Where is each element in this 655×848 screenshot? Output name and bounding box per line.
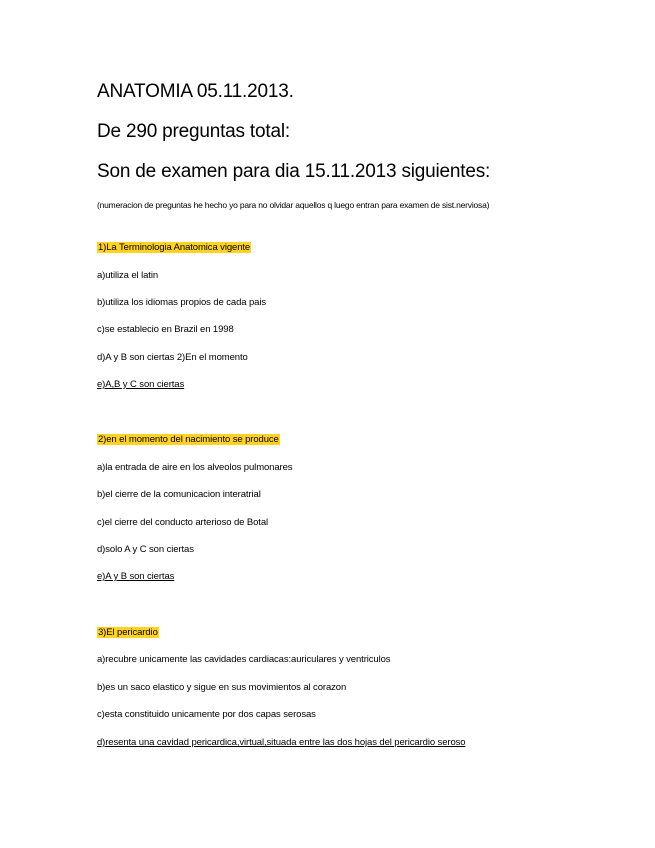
question-2-option-b: b)el cierre de la comunicacion interatrial bbox=[97, 489, 261, 500]
question-2-title bbox=[97, 433, 280, 446]
question-1-title bbox=[97, 241, 251, 254]
question-3-title bbox=[97, 626, 159, 639]
question-2-highlight: 2)en el momento del nacimiento se produce bbox=[98, 434, 279, 445]
question-1-option-a: a)utiliza el latin bbox=[97, 270, 159, 281]
question-2-option-a: a)la entrada de aire en los alveolos pulmonares bbox=[97, 462, 293, 473]
question-1-answer: e)A,B y C son ciertas bbox=[97, 379, 185, 390]
question-3-option-b: b)es un saco elastico y sigue en sus movimientos al corazon bbox=[97, 682, 347, 693]
numbering-note: (numeracion de preguntas he hecho yo para no olvidar aquellos q luego entran para examen de sist.nerviosa) bbox=[97, 200, 490, 210]
question-3-option-a: a)recubre unicamente las cavidades cardiacas:auriculares y ventriculos bbox=[97, 654, 391, 665]
question-1-option-c: c)se establecio en Brazil en 1998 bbox=[97, 324, 234, 335]
question-1-option-d: d)A y B son ciertas 2)En el momento bbox=[97, 352, 248, 363]
exam-date-heading: Son de examen para dia 15.11.2013 siguientes: bbox=[97, 161, 491, 182]
question-1-option-b: b)utiliza los idiomas propios de cada pais bbox=[97, 297, 267, 308]
question-3-option-c: c)esta constituido unicamente por dos capas serosas bbox=[97, 709, 316, 720]
question-3-answer: d)resenta una cavidad pericardica,virtual,situada entre las dos hojas del pericardio seroso bbox=[97, 737, 466, 748]
question-1-highlight: 1)La Terminologia Anatomica vigente bbox=[98, 242, 251, 253]
question-2-option-c: c)el cierre del conducto arterioso de Botal bbox=[97, 517, 269, 528]
document-title: ANATOMIA 05.11.2013. bbox=[97, 81, 294, 102]
total-questions-heading: De 290 preguntas total: bbox=[97, 121, 290, 142]
question-2-option-d: d)solo A y C son ciertas bbox=[97, 544, 194, 555]
question-2-answer: e)A y B son ciertas bbox=[97, 571, 175, 582]
question-3-highlight: 3)El pericardio bbox=[98, 627, 158, 638]
